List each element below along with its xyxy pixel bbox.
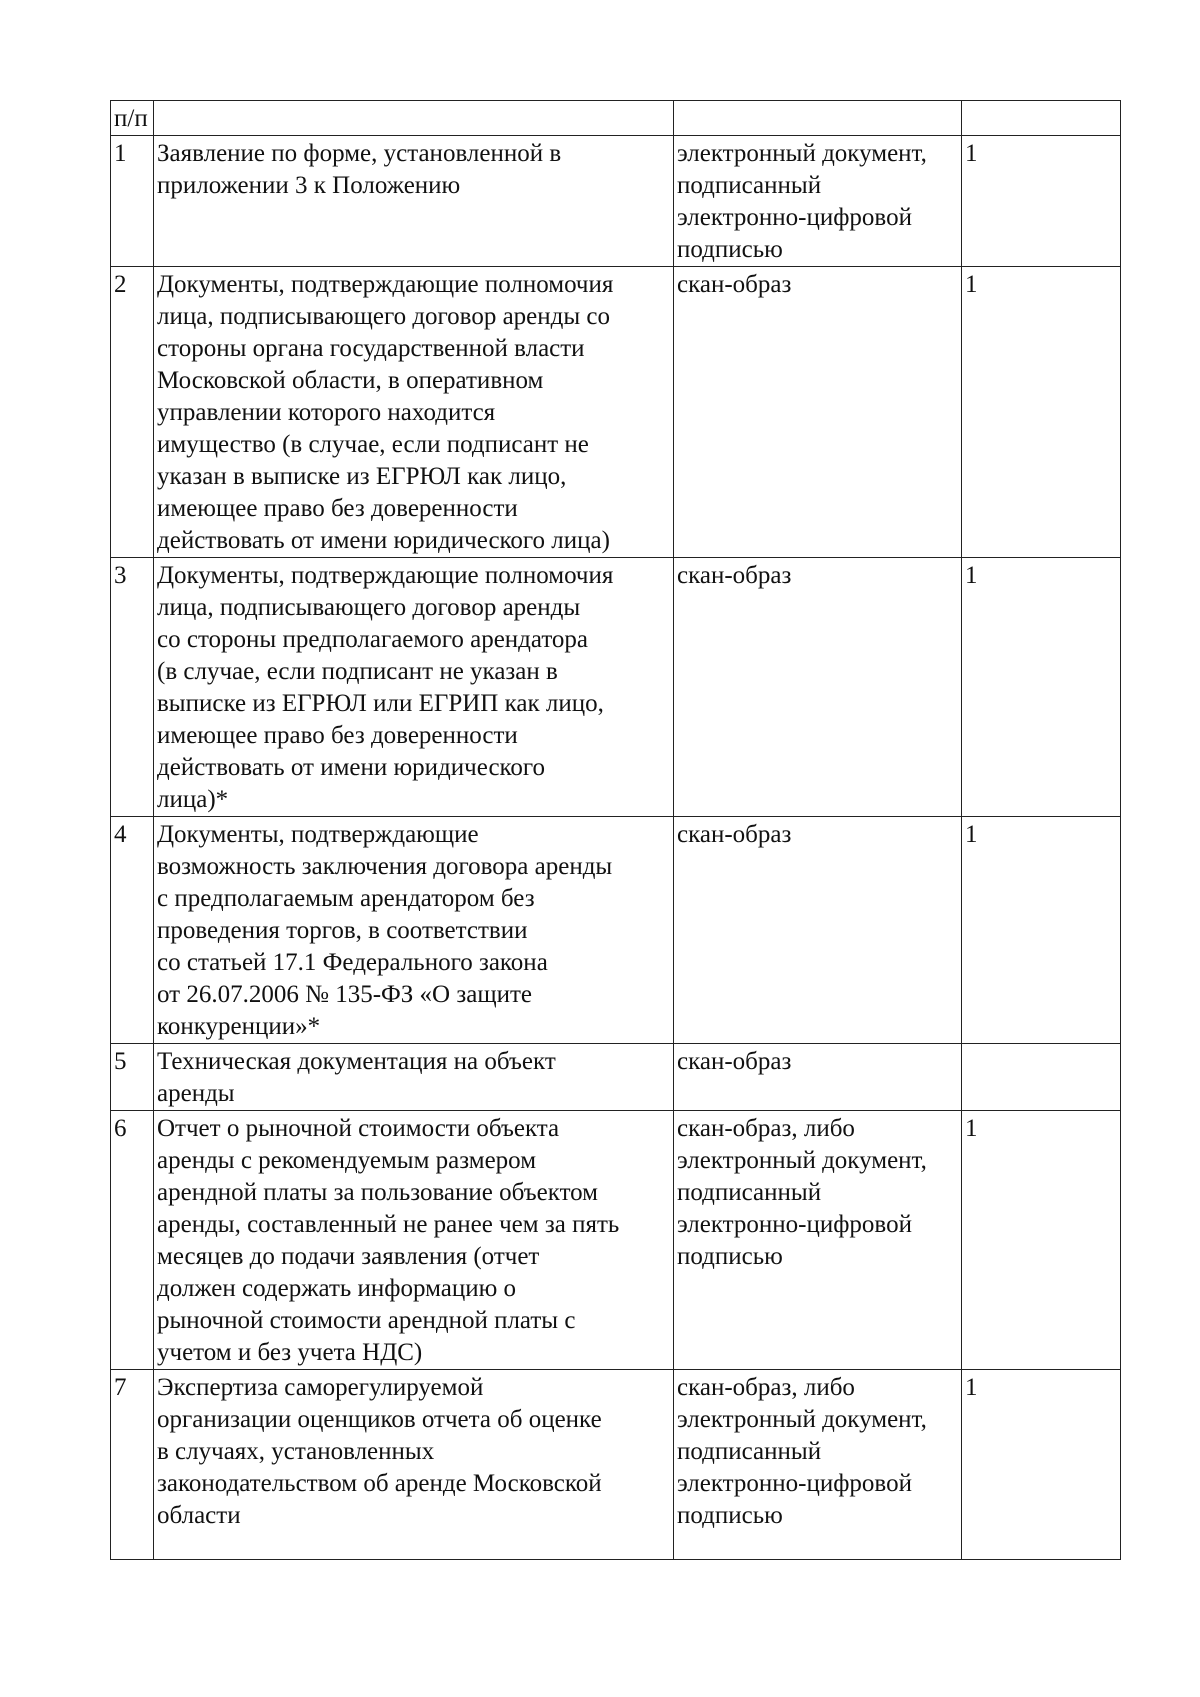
row-description-cell: Заявление по форме, установленной в приложении 3 к Положению <box>154 136 674 267</box>
row-format-cell: скан-образ <box>674 558 962 817</box>
row-quantity-cell: 1 <box>962 267 1121 558</box>
row-format-cell: скан-образ, либо электронный документ, подписанный электронно-цифровой подписью <box>674 1370 962 1560</box>
row-description-cell: Документы, подтверждающие возможность заключения договора аренды с предполагаемым арендатором без проведения торгов, в соответствии со статьей 17.1 Федерального закона от 26.07.2006 № 135-ФЗ «О защите конкуренции»* <box>154 817 674 1044</box>
row-format-cell: скан-образ <box>674 817 962 1044</box>
table-row <box>111 1044 1121 1111</box>
row-number-cell: 6 <box>111 1111 154 1370</box>
header-cell-quantity <box>962 101 1121 136</box>
table-row <box>111 267 1121 558</box>
row-number-cell: 5 <box>111 1044 154 1111</box>
row-description-cell: Экспертиза саморегулируемой организации оценщиков отчета об оценке в случаях, установленных законодательством об аренде Московской области <box>154 1370 674 1560</box>
row-format-cell: скан-образ <box>674 1044 962 1111</box>
row-format-cell: скан-образ <box>674 267 962 558</box>
table-row <box>111 817 1121 1044</box>
row-quantity-cell: 1 <box>962 136 1121 267</box>
header-cell-number: п/п <box>111 101 154 136</box>
row-number-cell: 7 <box>111 1370 154 1560</box>
row-number-cell: 3 <box>111 558 154 817</box>
row-number-cell: 2 <box>111 267 154 558</box>
table-row <box>111 1370 1121 1560</box>
table-header-row <box>111 101 1121 136</box>
row-quantity-cell: 1 <box>962 1370 1121 1560</box>
row-quantity-cell <box>962 1044 1121 1111</box>
header-cell-format <box>674 101 962 136</box>
row-description-cell: Документы, подтверждающие полномочия лица, подписывающего договор аренды со стороны органа государственной власти Московской области, в оперативном управлении которого находится имущество (в случае, если подписант не указан в выписке из ЕГРЮЛ как лицо, имеющее право без доверенности действовать от имени юридического лица) <box>154 267 674 558</box>
table-row <box>111 136 1121 267</box>
row-format-cell: скан-образ, либо электронный документ, подписанный электронно-цифровой подписью <box>674 1111 962 1370</box>
row-description-cell: Документы, подтверждающие полномочия лица, подписывающего договор аренды со стороны предполагаемого арендатора (в случае, если подписант не указан в выписке из ЕГРЮЛ или ЕГРИП как лицо, имеющее право без доверенности действовать от имени юридического лица)* <box>154 558 674 817</box>
header-cell-description <box>154 101 674 136</box>
row-number-cell: 1 <box>111 136 154 267</box>
row-quantity-cell: 1 <box>962 817 1121 1044</box>
row-quantity-cell: 1 <box>962 558 1121 817</box>
row-quantity-cell: 1 <box>962 1111 1121 1370</box>
row-description-cell: Техническая документация на объект аренды <box>154 1044 674 1111</box>
documents-table <box>110 100 1121 1560</box>
row-number-cell: 4 <box>111 817 154 1044</box>
table-row <box>111 1111 1121 1370</box>
row-format-cell: электронный документ, подписанный электронно-цифровой подписью <box>674 136 962 267</box>
row-description-cell: Отчет о рыночной стоимости объекта аренды с рекомендуемым размером арендной платы за пользование объектом аренды, составленный не ранее чем за пять месяцев до подачи заявления (отчет должен содержать информацию о рыночной стоимости арендной платы с учетом и без учета НДС) <box>154 1111 674 1370</box>
table-row <box>111 558 1121 817</box>
